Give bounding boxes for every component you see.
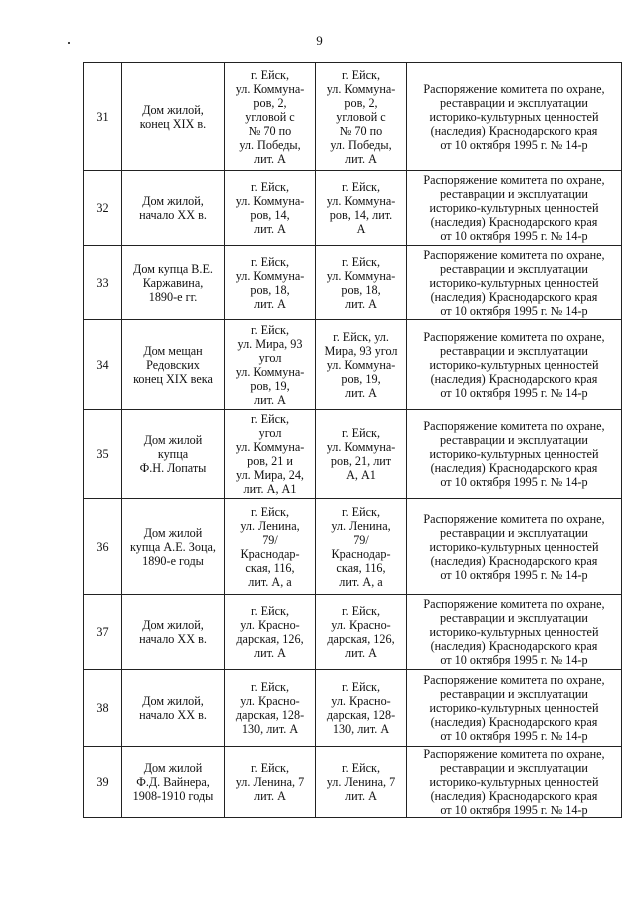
cell-line: начало XX в. — [139, 632, 207, 646]
table-row — [84, 63, 622, 171]
scan-dot — [68, 42, 70, 44]
cell-line: дарская, 126, — [236, 632, 304, 646]
cell-line: угол — [258, 350, 282, 365]
cell-line: Дом жилой, — [142, 194, 204, 208]
cell-line: Мира, 93 угол — [324, 343, 398, 358]
cell-line: 130, лит. А — [332, 722, 390, 736]
cell-line: ул. Ленина, 7 — [235, 775, 305, 789]
cell-line: г. Ейск, — [250, 504, 290, 519]
cell-line: ул. Победы, — [330, 137, 392, 152]
object-name-cell — [122, 595, 225, 670]
cell-line: ул. Красно- — [331, 618, 391, 632]
table-row — [84, 747, 622, 818]
cell-line: ул. Красно- — [240, 618, 300, 632]
address-current-cell — [316, 246, 407, 320]
cell-line: ров, 21, лит — [330, 454, 392, 468]
cell-line: ул. Красно- — [331, 694, 391, 708]
cell-line: ул. Красно- — [240, 694, 300, 708]
table-row — [84, 670, 622, 747]
cell-line: г. Ейск, — [250, 680, 290, 694]
cell-line: ул. Ленина, — [331, 518, 391, 533]
cell-line: Распоряжение комитета по охране, — [423, 511, 605, 526]
address-current-cell — [316, 595, 407, 670]
cell-line: ул. Коммуна- — [235, 364, 305, 379]
cell-line: г. Ейск, — [341, 426, 381, 440]
cell-line: от 10 октября 1995 г. № 14-р — [440, 729, 588, 743]
cell-line: ул. Коммуна- — [235, 440, 305, 454]
table-row — [84, 410, 622, 499]
cell-line: историко-культурных ценностей — [429, 775, 599, 789]
cell-line: Каржавина, — [142, 275, 204, 290]
cell-line: от 10 октября 1995 г. № 14-р — [440, 567, 588, 582]
cell-line: от 10 октября 1995 г. № 14-р — [440, 229, 588, 243]
cell-line: лит. А — [345, 296, 377, 311]
cell-line: 130, лит. А — [241, 722, 299, 736]
address-current-cell — [316, 320, 407, 410]
table-row — [84, 595, 622, 670]
cell-line: от 10 октября 1995 г. № 14-р — [440, 475, 588, 489]
row-number: 35 — [84, 410, 122, 499]
cell-line: Дом жилой, — [142, 694, 204, 708]
object-name-cell — [122, 499, 225, 595]
cell-line: г. Ейск, — [250, 761, 290, 775]
table-row — [84, 499, 622, 595]
cell-line: ул. Ленина, 7 — [326, 775, 396, 789]
cell-line: г. Ейск, — [341, 67, 381, 82]
cell-line: г. Ейск, — [341, 254, 381, 269]
cell-line: историко-культурных ценностей — [429, 701, 599, 715]
cell-line: Дом жилой — [143, 525, 203, 540]
cell-line: реставрации и эксплуатации — [440, 433, 588, 447]
cell-line: (наследия) Краснодарского края — [430, 215, 598, 229]
cell-line: (наследия) Краснодарского края — [430, 123, 598, 138]
row-number: 38 — [84, 670, 122, 747]
cell-line: г. Ейск, — [341, 680, 381, 694]
address-current-cell — [316, 171, 407, 246]
cell-line: ров, 21 и — [247, 454, 293, 468]
page-number: 9 — [316, 33, 323, 48]
cell-line: (наследия) Краснодарского края — [430, 715, 598, 729]
row-number: 37 — [84, 595, 122, 670]
cell-line: лит. А, А1 — [243, 482, 297, 496]
cell-line: историко-культурных ценностей — [429, 625, 599, 639]
cell-line: дарская, 126, — [327, 632, 395, 646]
cell-line: г. Ейск, — [341, 180, 381, 194]
cell-line: 79/ — [353, 532, 369, 547]
cell-line: 1890-е гг. — [148, 289, 198, 304]
heritage-registry-table — [83, 62, 622, 818]
cell-line: 79/ — [262, 532, 278, 547]
cell-line: Распоряжение комитета по охране, — [423, 81, 605, 96]
address-cell — [225, 595, 316, 670]
cell-line: (наследия) Краснодарского края — [430, 639, 598, 653]
cell-line: Краснодар- — [331, 546, 391, 561]
cell-line: А — [356, 222, 366, 236]
cell-line: 1908-1910 годы — [132, 789, 214, 803]
address-current-cell — [316, 499, 407, 595]
cell-line: (наследия) Краснодарского края — [430, 553, 598, 568]
cell-line: лит. А — [254, 646, 286, 660]
cell-line: № 70 по — [248, 123, 292, 138]
object-name-cell — [122, 63, 225, 171]
cell-line: конец XIX века — [133, 371, 213, 386]
cell-line: Распоряжение комитета по охране, — [423, 747, 605, 761]
table-body — [84, 63, 622, 818]
address-cell — [225, 747, 316, 818]
cell-line: от 10 октября 1995 г. № 14-р — [440, 137, 588, 152]
cell-line: г. Ейск, — [250, 67, 290, 82]
cell-line: ул. Победы, — [239, 137, 301, 152]
cell-line: лит. А — [345, 646, 377, 660]
cell-line: г. Ейск, — [341, 604, 381, 618]
cell-line: историко-культурных ценностей — [429, 447, 599, 461]
cell-line: ров, 14, — [250, 208, 290, 222]
cell-line: г. Ейск, — [250, 412, 290, 426]
cell-line: Краснодар- — [240, 546, 300, 561]
cell-line: г. Ейск, — [250, 322, 290, 337]
cell-line: Распоряжение комитета по охране, — [423, 247, 605, 262]
object-name-cell — [122, 246, 225, 320]
row-number: 33 — [84, 246, 122, 320]
cell-line: г. Ейск, — [250, 254, 290, 269]
row-number: 34 — [84, 320, 122, 410]
cell-line: лит. А — [345, 151, 377, 166]
address-cell — [225, 63, 316, 171]
address-current-cell — [316, 747, 407, 818]
cell-line: ул. Коммуна- — [235, 194, 305, 208]
cell-line: историко-культурных ценностей — [429, 275, 599, 290]
row-number: 31 — [84, 63, 122, 171]
cell-line: дарская, 128- — [235, 708, 305, 722]
object-name-cell — [122, 670, 225, 747]
cell-line: ров, 19, — [341, 371, 381, 386]
cell-line: (наследия) Краснодарского края — [430, 371, 598, 386]
cell-line: ул. Коммуна- — [326, 357, 396, 372]
cell-line: Распоряжение комитета по охране, — [423, 673, 605, 687]
cell-line: Дом жилой, — [142, 102, 204, 117]
cell-line: Дом жилой — [143, 761, 203, 775]
document-cell — [407, 63, 622, 171]
cell-line: Дом жилой, — [142, 618, 204, 632]
document-cell — [407, 499, 622, 595]
cell-line: угловой с — [336, 109, 386, 124]
cell-line: историко-культурных ценностей — [429, 201, 599, 215]
cell-line: ров, 14, лит. — [329, 208, 393, 222]
cell-line: Редовских — [146, 357, 200, 372]
cell-line: лит. А — [254, 222, 286, 236]
cell-line: ул. Ленина, — [240, 518, 300, 533]
cell-line: реставрации и эксплуатации — [440, 687, 588, 701]
address-cell — [225, 499, 316, 595]
cell-line: реставрации и эксплуатации — [440, 95, 588, 110]
cell-line: лит. А — [345, 789, 377, 803]
cell-line: (наследия) Краснодарского края — [430, 289, 598, 304]
address-cell — [225, 246, 316, 320]
cell-line: ул. Мира, 24, — [236, 468, 304, 482]
cell-line: начало XX в. — [139, 708, 207, 722]
cell-line: ул. Мира, 93 — [237, 336, 303, 351]
cell-line: ров, 2, — [344, 95, 378, 110]
cell-line: дарская, 128- — [326, 708, 396, 722]
cell-line: ул. Коммуна- — [326, 268, 396, 283]
cell-line: ул. Коммуна- — [326, 194, 396, 208]
cell-line: г. Ейск, — [341, 761, 381, 775]
address-current-cell — [316, 670, 407, 747]
cell-line: реставрации и эксплуатации — [440, 261, 588, 276]
cell-line: Ф.Н. Лопаты — [139, 461, 207, 475]
document-cell — [407, 171, 622, 246]
cell-line: купца А.Е. Зоца, — [130, 539, 216, 554]
cell-line: Распоряжение комитета по охране, — [423, 597, 605, 611]
document-cell — [407, 246, 622, 320]
cell-line: ул. Коммуна- — [326, 81, 396, 96]
row-number: 39 — [84, 747, 122, 818]
cell-line: ская, 116, — [245, 560, 295, 575]
cell-line: реставрации и эксплуатации — [440, 343, 588, 358]
cell-line: угловой с — [245, 109, 295, 124]
cell-line: от 10 октября 1995 г. № 14-р — [440, 653, 588, 667]
cell-line: лит. А — [254, 789, 286, 803]
address-cell — [225, 670, 316, 747]
cell-line: реставрации и эксплуатации — [440, 611, 588, 625]
cell-line: ул. Коммуна- — [235, 268, 305, 283]
address-current-cell — [316, 63, 407, 171]
object-name-cell — [122, 410, 225, 499]
cell-line: г. Ейск, — [250, 604, 290, 618]
cell-line: лит. А — [345, 385, 377, 400]
cell-line: г. Ейск, ул. — [333, 329, 389, 344]
document-cell — [407, 670, 622, 747]
table-row — [84, 320, 622, 410]
cell-line: конец XIX в. — [139, 116, 207, 131]
table-row — [84, 246, 622, 320]
cell-line: (наследия) Краснодарского края — [430, 461, 598, 475]
cell-line: угол — [258, 426, 282, 440]
cell-line: Ф.Д. Вайнера, — [136, 775, 210, 789]
row-number: 36 — [84, 499, 122, 595]
cell-line: ул. Коммуна- — [235, 81, 305, 96]
cell-line: ров, 19, — [250, 378, 290, 393]
document-cell — [407, 747, 622, 818]
document-cell — [407, 320, 622, 410]
row-number: 32 — [84, 171, 122, 246]
cell-line: Дом купца В.Е. — [133, 261, 213, 276]
address-cell — [225, 171, 316, 246]
cell-line: г. Ейск, — [250, 180, 290, 194]
table-row — [84, 171, 622, 246]
object-name-cell — [122, 320, 225, 410]
cell-line: Дом мещан — [143, 343, 203, 358]
cell-line: лит. А, а — [339, 574, 383, 589]
cell-line: Распоряжение комитета по охране, — [423, 419, 605, 433]
cell-line: ул. Коммуна- — [326, 440, 396, 454]
cell-line: Распоряжение комитета по охране, — [423, 329, 605, 344]
cell-line: лит. А, а — [248, 574, 292, 589]
cell-line: лит. А — [254, 151, 286, 166]
cell-line: № 70 по — [339, 123, 383, 138]
cell-line: ров, 2, — [253, 95, 287, 110]
cell-line: Дом жилой — [143, 433, 203, 447]
address-current-cell — [316, 410, 407, 499]
cell-line: ская, 116, — [336, 560, 386, 575]
cell-line: Распоряжение комитета по охране, — [423, 173, 605, 187]
cell-line: историко-культурных ценностей — [429, 357, 599, 372]
cell-line: 1890-е годы — [142, 553, 204, 568]
cell-line: лит. А — [254, 392, 286, 407]
cell-line: от 10 октября 1995 г. № 14-р — [440, 803, 588, 817]
address-cell — [225, 320, 316, 410]
cell-line: (наследия) Краснодарского края — [430, 789, 598, 803]
cell-line: г. Ейск, — [341, 504, 381, 519]
cell-line: А, А1 — [346, 468, 376, 482]
cell-line: от 10 октября 1995 г. № 14-р — [440, 385, 588, 400]
cell-line: купца — [157, 447, 189, 461]
cell-line: историко-культурных ценностей — [429, 539, 599, 554]
cell-line: реставрации и эксплуатации — [440, 761, 588, 775]
cell-line: историко-культурных ценностей — [429, 109, 599, 124]
cell-line: ров, 18, — [341, 282, 381, 297]
object-name-cell — [122, 171, 225, 246]
cell-line: от 10 октября 1995 г. № 14-р — [440, 303, 588, 318]
address-cell — [225, 410, 316, 499]
cell-line: реставрации и эксплуатации — [440, 187, 588, 201]
cell-line: начало XX в. — [139, 208, 207, 222]
object-name-cell — [122, 747, 225, 818]
document-cell — [407, 595, 622, 670]
cell-line: реставрации и эксплуатации — [440, 525, 588, 540]
document-cell — [407, 410, 622, 499]
cell-line: ров, 18, — [250, 282, 290, 297]
cell-line: лит. А — [254, 296, 286, 311]
